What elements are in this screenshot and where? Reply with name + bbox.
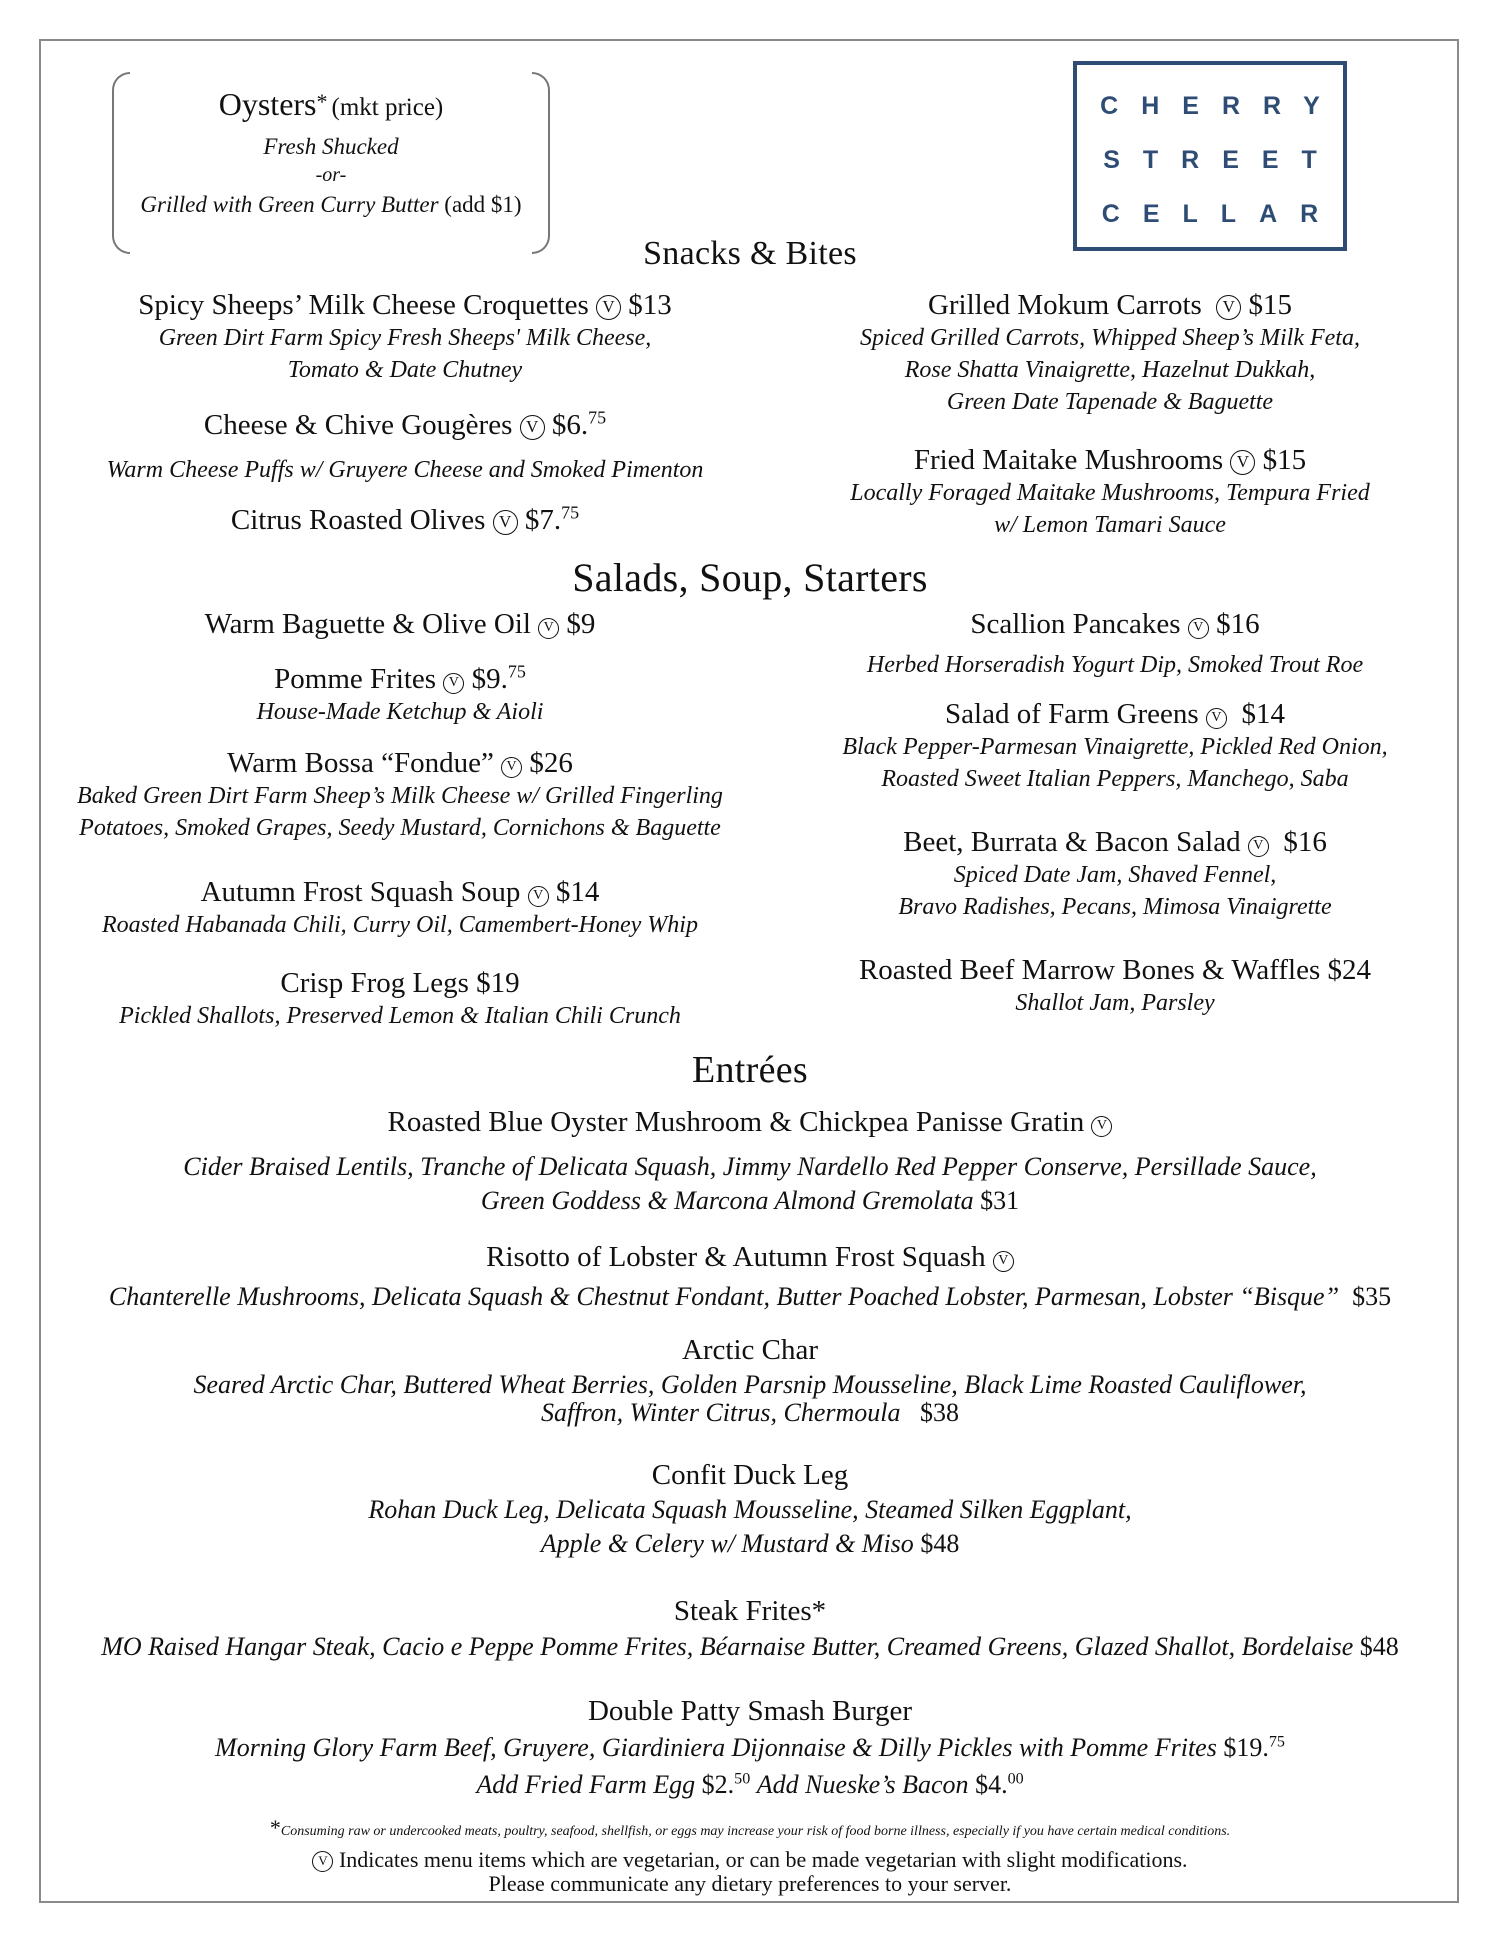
salad-item	[50, 662, 750, 728]
entree-name: Confit Duck Leg	[651, 1459, 849, 1491]
salad-desc: Black Pepper-Parmesan Vinaigrette, Pickled Red Onion,	[842, 734, 1388, 760]
right-bracket	[532, 72, 550, 254]
entree-desc: Morning Glory Farm Beef, Gruyere, Giardiniera Dijonnaise & Dilly Pickles with Pomme Frites	[215, 1733, 1217, 1762]
salad-desc: Spiced Date Jam, Shaved Fennel,	[953, 862, 1277, 888]
snacks-heading: Snacks & Bites	[643, 235, 857, 272]
snack-price: $6.	[551, 409, 589, 441]
logo-line-1: CHERRY	[1100, 92, 1343, 120]
salad-name: Scallion Pancakes	[970, 608, 1181, 640]
snack-desc: Rose Shatta Vinaigrette, Hazelnut Dukkah,	[904, 357, 1316, 383]
entree-item	[50, 1458, 1450, 1560]
burger-addon-egg: Add Fried Farm Egg	[476, 1770, 696, 1799]
salad-price: $14	[1241, 698, 1285, 730]
entree-desc: Green Goddess & Marcona Almond Gremolata	[480, 1186, 974, 1215]
entree-name: Risotto of Lobster & Autumn Frost Squash	[486, 1241, 986, 1273]
entree-price: $19.	[1223, 1733, 1269, 1762]
salad-item	[780, 825, 1450, 923]
salad-price: $26	[529, 747, 573, 779]
entree-desc: Saffron, Winter Citrus, Chermoula	[541, 1398, 901, 1427]
salad-desc: Pickled Shallots, Preserved Lemon & Italian Chili Crunch	[119, 1003, 681, 1029]
entree-item	[50, 1594, 1450, 1666]
entree-desc: Apple & Celery w/ Mustard & Miso	[540, 1529, 914, 1558]
snack-item	[780, 288, 1440, 418]
entree-item	[50, 1105, 1450, 1217]
oysters-or: -or-	[315, 164, 347, 186]
logo-line-3: CELLAR	[1101, 200, 1342, 228]
entree-name: Roasted Blue Oyster Mushroom & Chickpea Panisse Gratin	[387, 1106, 1085, 1138]
addon-price-cents: 50	[734, 1770, 751, 1788]
entree-name: Double Patty Smash Burger	[587, 1695, 913, 1727]
salad-price-cents: 75	[507, 661, 526, 682]
snack-desc: Warm Cheese Puffs w/ Gruyere Cheese and Smoked Pimenton	[106, 457, 704, 483]
cherry-street-cellar-logo	[1073, 61, 1347, 251]
oysters-price: (mkt price)	[331, 94, 444, 121]
salad-desc: Baked Green Dirt Farm Sheep’s Milk Cheese w/ Grilled Fingerling	[77, 783, 723, 809]
entree-price: $35	[1352, 1282, 1392, 1311]
entree-name: Arctic Char	[681, 1334, 819, 1366]
footer-star: *	[269, 1815, 281, 1840]
footer	[50, 1815, 1450, 1896]
salad-item	[40, 746, 760, 844]
addon-price: $4.	[975, 1770, 1008, 1799]
salad-name: Beet, Burrata & Bacon Salad	[903, 826, 1241, 858]
salad-item	[780, 953, 1450, 1019]
salad-name: Warm Bossa “Fondue”	[227, 747, 494, 779]
snack-desc: Green Date Tapenade & Baguette	[946, 389, 1274, 415]
vegetarian-icon: V	[538, 618, 559, 639]
oysters-option-2-addon: (add $1)	[444, 192, 522, 217]
vegetarian-icon: V	[493, 510, 518, 535]
vegetarian-icon: V	[1216, 295, 1241, 320]
entree-desc: Seared Arctic Char, Buttered Wheat Berries, Golden Parsnip Mousseline, Black Lime Roasted Cauliflower,	[193, 1370, 1307, 1399]
vegetarian-icon: V	[1230, 450, 1255, 475]
salad-item	[780, 697, 1450, 795]
oysters-option-2: Grilled with Green Curry Butter	[140, 192, 439, 217]
vegetarian-icon: V	[993, 1251, 1014, 1272]
salad-item	[40, 875, 760, 941]
salads-heading: Salads, Soup, Starters	[572, 555, 928, 600]
snack-item	[780, 443, 1440, 541]
snack-desc: Green Dirt Farm Spicy Fresh Sheeps' Milk Cheese,	[158, 325, 652, 351]
entree-item	[50, 1694, 1450, 1802]
salad-name: Autumn Frost Squash Soup	[200, 876, 521, 908]
snack-name: Citrus Roasted Olives	[230, 504, 486, 536]
entree-price-cents: 75	[1268, 1733, 1285, 1751]
entree-desc: Chanterelle Mushrooms, Delicata Squash & Chestnut Fondant, Butter Poached Lobster, Parmesan, Lobster “Bisque”	[108, 1282, 1340, 1311]
snack-price: $15	[1262, 444, 1307, 476]
oysters-block	[130, 82, 532, 223]
snack-item	[60, 503, 750, 537]
salad-desc: Roasted Sweet Italian Peppers, Manchego, Saba	[881, 766, 1349, 792]
snack-desc: Spiced Grilled Carrots, Whipped Sheep’s Milk Feta,	[860, 325, 1360, 351]
oysters-title: Oysters	[218, 86, 317, 122]
snack-name: Grilled Mokum Carrots	[927, 289, 1202, 321]
salad-price: $14	[555, 876, 600, 908]
salad-price: $16	[1283, 826, 1327, 858]
salad-desc: Shallot Jam, Parsley	[1015, 990, 1215, 1016]
snack-name: Spicy Sheeps’ Milk Cheese Croquettes	[138, 289, 589, 321]
salad-name: Warm Baguette & Olive Oil	[204, 608, 531, 640]
vegetarian-icon: V	[501, 757, 522, 778]
snack-price-cents: 75	[561, 502, 580, 523]
salad-item	[780, 607, 1450, 681]
entrees-heading: Entrées	[691, 1049, 809, 1091]
entree-price: $48	[920, 1529, 960, 1558]
vegetarian-icon: V	[1188, 618, 1209, 639]
vegetarian-icon: V	[1091, 1116, 1112, 1137]
vegetarian-icon: V	[1206, 708, 1227, 729]
entree-name: Steak Frites*	[673, 1595, 827, 1627]
snack-name: Cheese & Chive Gougères	[203, 409, 513, 441]
server-note: Please communicate any dietary preferences to your server.	[488, 1871, 1012, 1896]
entree-price: $48	[1359, 1632, 1399, 1661]
snack-price: $7.	[524, 504, 562, 536]
food-safety-disclaimer: Consuming raw or undercooked meats, poultry, seafood, shellfish, or eggs may increase your risk of food borne illness, especially if you have certain medical conditions.	[280, 1824, 1231, 1839]
salad-name: Roasted Beef Marrow Bones & Waffles $24	[858, 954, 1372, 986]
salad-name: Salad of Farm Greens	[945, 698, 1199, 730]
snack-price: $15	[1248, 289, 1293, 321]
oysters-option-1: Fresh Shucked	[263, 134, 399, 159]
salad-desc: Roasted Habanada Chili, Curry Oil, Camembert-Honey Whip	[102, 912, 698, 938]
salad-desc: Potatoes, Smoked Grapes, Seedy Mustard, Cornichons & Baguette	[79, 815, 721, 841]
salad-price: $9.	[471, 663, 508, 695]
vegetarian-icon: V	[312, 1851, 333, 1872]
snack-desc: w/ Lemon Tamari Sauce	[994, 512, 1226, 538]
vegetarian-icon: V	[1248, 836, 1269, 857]
logo-line-2: STREET	[1103, 146, 1340, 174]
salad-desc: Herbed Horseradish Yogurt Dip, Smoked Trout Roe	[866, 652, 1364, 678]
entree-price: $31	[980, 1186, 1020, 1215]
snack-item	[60, 408, 750, 486]
entree-desc: Cider Braised Lentils, Tranche of Delicata Squash, Jimmy Nardello Red Pepper Conserve, Persillade Sauce,	[183, 1152, 1317, 1181]
vegetarian-icon: V	[596, 295, 621, 320]
snack-price-cents: 75	[588, 407, 607, 428]
entree-item	[50, 1240, 1450, 1314]
salad-name: Crisp Frog Legs $19	[280, 967, 520, 999]
snack-item	[60, 288, 750, 386]
salad-item	[40, 966, 760, 1032]
entree-price: $38	[919, 1398, 959, 1427]
entree-desc: Rohan Duck Leg, Delicata Squash Mousseline, Steamed Silken Eggplant,	[368, 1495, 1132, 1524]
addon-price-cents: 00	[1007, 1770, 1024, 1788]
vegetarian-note: Indicates menu items which are vegetarian, or can be made vegetarian with slight modifications.	[338, 1847, 1188, 1872]
vegetarian-icon: V	[443, 673, 464, 694]
oysters-star: *	[316, 89, 328, 114]
addon-price: $2.	[701, 1770, 735, 1799]
snack-desc: Locally Foraged Maitake Mushrooms, Tempura Fried	[850, 480, 1370, 506]
snack-name: Fried Maitake Mushrooms	[913, 444, 1224, 476]
entree-desc: MO Raised Hangar Steak, Cacio e Peppe Pomme Frites, Béarnaise Butter, Creamed Greens, Glazed Shallot, Bordelaise	[101, 1632, 1354, 1661]
snack-price: $13	[628, 289, 672, 321]
salad-price: $16	[1216, 608, 1260, 640]
salad-price: $9	[566, 608, 596, 640]
vegetarian-icon: V	[520, 415, 545, 440]
salad-desc: Bravo Radishes, Pecans, Mimosa Vinaigrette	[898, 894, 1332, 920]
salad-name: Pomme Frites	[274, 663, 437, 695]
burger-addon-bacon: Add Nueske’s Bacon	[756, 1770, 969, 1799]
left-bracket	[112, 72, 130, 254]
snack-desc: Tomato & Date Chutney	[287, 357, 523, 383]
vegetarian-icon: V	[528, 886, 549, 907]
entree-item	[50, 1333, 1450, 1427]
salad-desc: House-Made Ketchup & Aioli	[256, 699, 544, 725]
salad-item	[50, 607, 750, 641]
